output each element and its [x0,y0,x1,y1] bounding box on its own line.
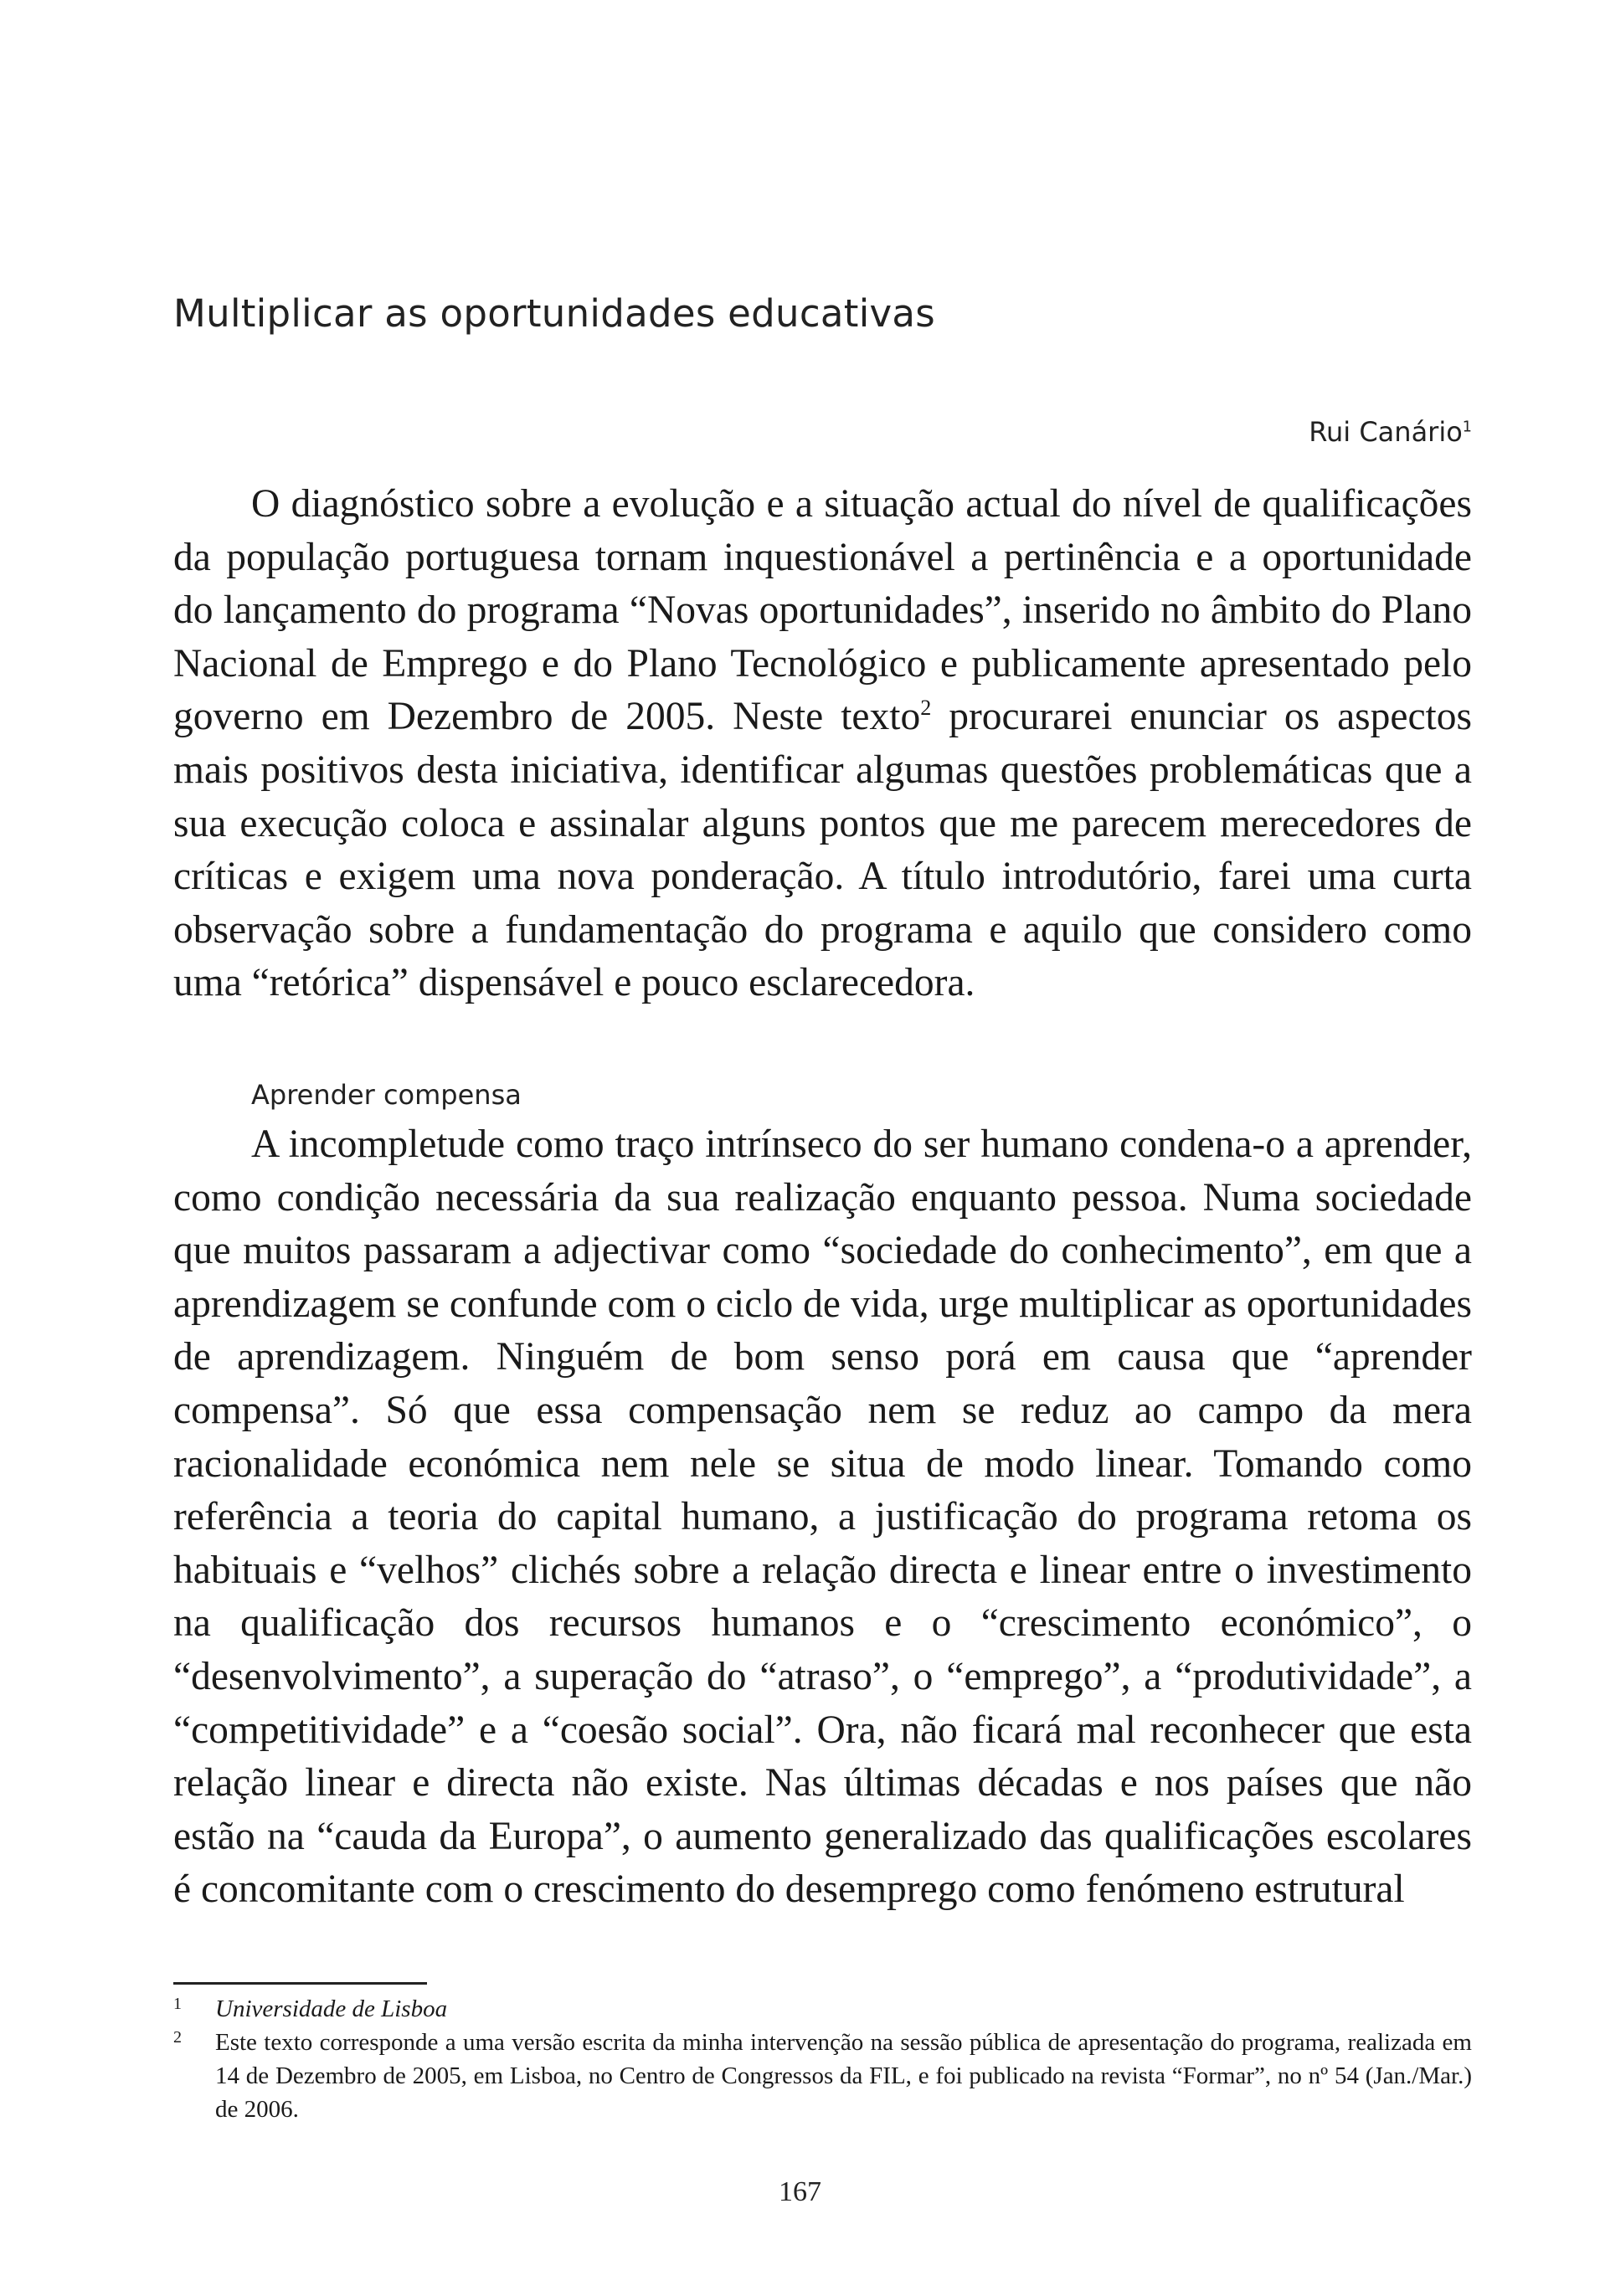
footnote-2-number: 2 [173,2028,182,2047]
footnote-divider [173,1982,427,1985]
author-label: Rui Canário [1309,416,1463,448]
intro-paragraph [173,478,1472,1010]
section-paragraph: A incompletude como traço intrínseco do ser humano condena-o a aprender, como condição necessária da sua realização enquanto pessoa. Numa sociedade que muitos passaram a adjectivar como “sociedade do conhecimento”, em que a aprendizagem se confunde com o ciclo de vida, urge multiplicar as oportunidades de aprendizagem. Ninguém de bom senso porá em causa que “aprender compensa”. Só que essa compensação nem se reduz ao campo da mera racionalidade económica nem nele se situa de modo linear. Tomando como referência a teoria do capital humano, a justificação do programa retoma os habituais e “velhos” clichés sobre a relação directa e linear entre o investimento na qualificação dos recursos humanos e o “crescimento económico”, o “desenvolvimento”, a superação do “atraso”, o “emprego”, a “produtividade”, a “competitividade” e a “coesão social”. Ora, não ficará mal reconhecer que esta relação linear e directa não existe. Nas últimas décadas e nos países que não estão na “cauda da Europa”, o aumento generalizado das qualificações escolares é concomitante com o crescimento do desemprego como fenómeno estrutural [173,1122,1472,1912]
section-heading: Aprender compensa [251,1079,522,1111]
intro-footnote-marker: 2 [920,696,932,721]
footnotes [173,1992,1472,2126]
footnote-1-text: Universidade de Lisboa [215,1996,448,2022]
page-number: 167 [779,2176,821,2207]
footnote-1 [173,1992,1472,2026]
page-title: Multiplicar as oportunidades educativas [173,291,936,336]
footnote-1-number: 1 [173,1995,182,2013]
intro-text-part1: O diagnóstico sobre a evolução e a situação actual do nível de qualificações da população portuguesa tornam inquestionável a pertinência e a oportunidade do lançamento do programa “Novas oportunidades”, inserido no âmbito do Plano Nacional de Emprego e do Plano Tecnológico e publicamente apresentado pelo governo em Dezembro de 2005. Neste texto [173,482,1472,739]
author-footnote-marker: 1 [1462,419,1472,436]
author-name [1309,416,1472,448]
footnote-2 [173,2026,1472,2126]
footnote-2-text: Este texto corresponde a uma versão escrita da minha intervenção na sessão pública de apresentação do programa, realizada em 14 de Dezembro de 2005, em Lisboa, no Centro de Congressos da FIL, e foi publicado na revista “Formar”, no nº 54 (Jan./Mar.) de 2006. [215,2029,1472,2123]
intro-text-part2: procurarei enunciar os aspectos mais positivos desta iniciativa, identificar algumas questões problemáticas que a sua execução coloca e assinalar alguns pontos que me parecem merecedores de críticas e exigem uma nova ponderação. A título introdutório, farei uma curta observação sobre a fundamentação do programa e aquilo que considero como uma “retórica” dispensável e pouco esclarecedora. [173,695,1472,1005]
